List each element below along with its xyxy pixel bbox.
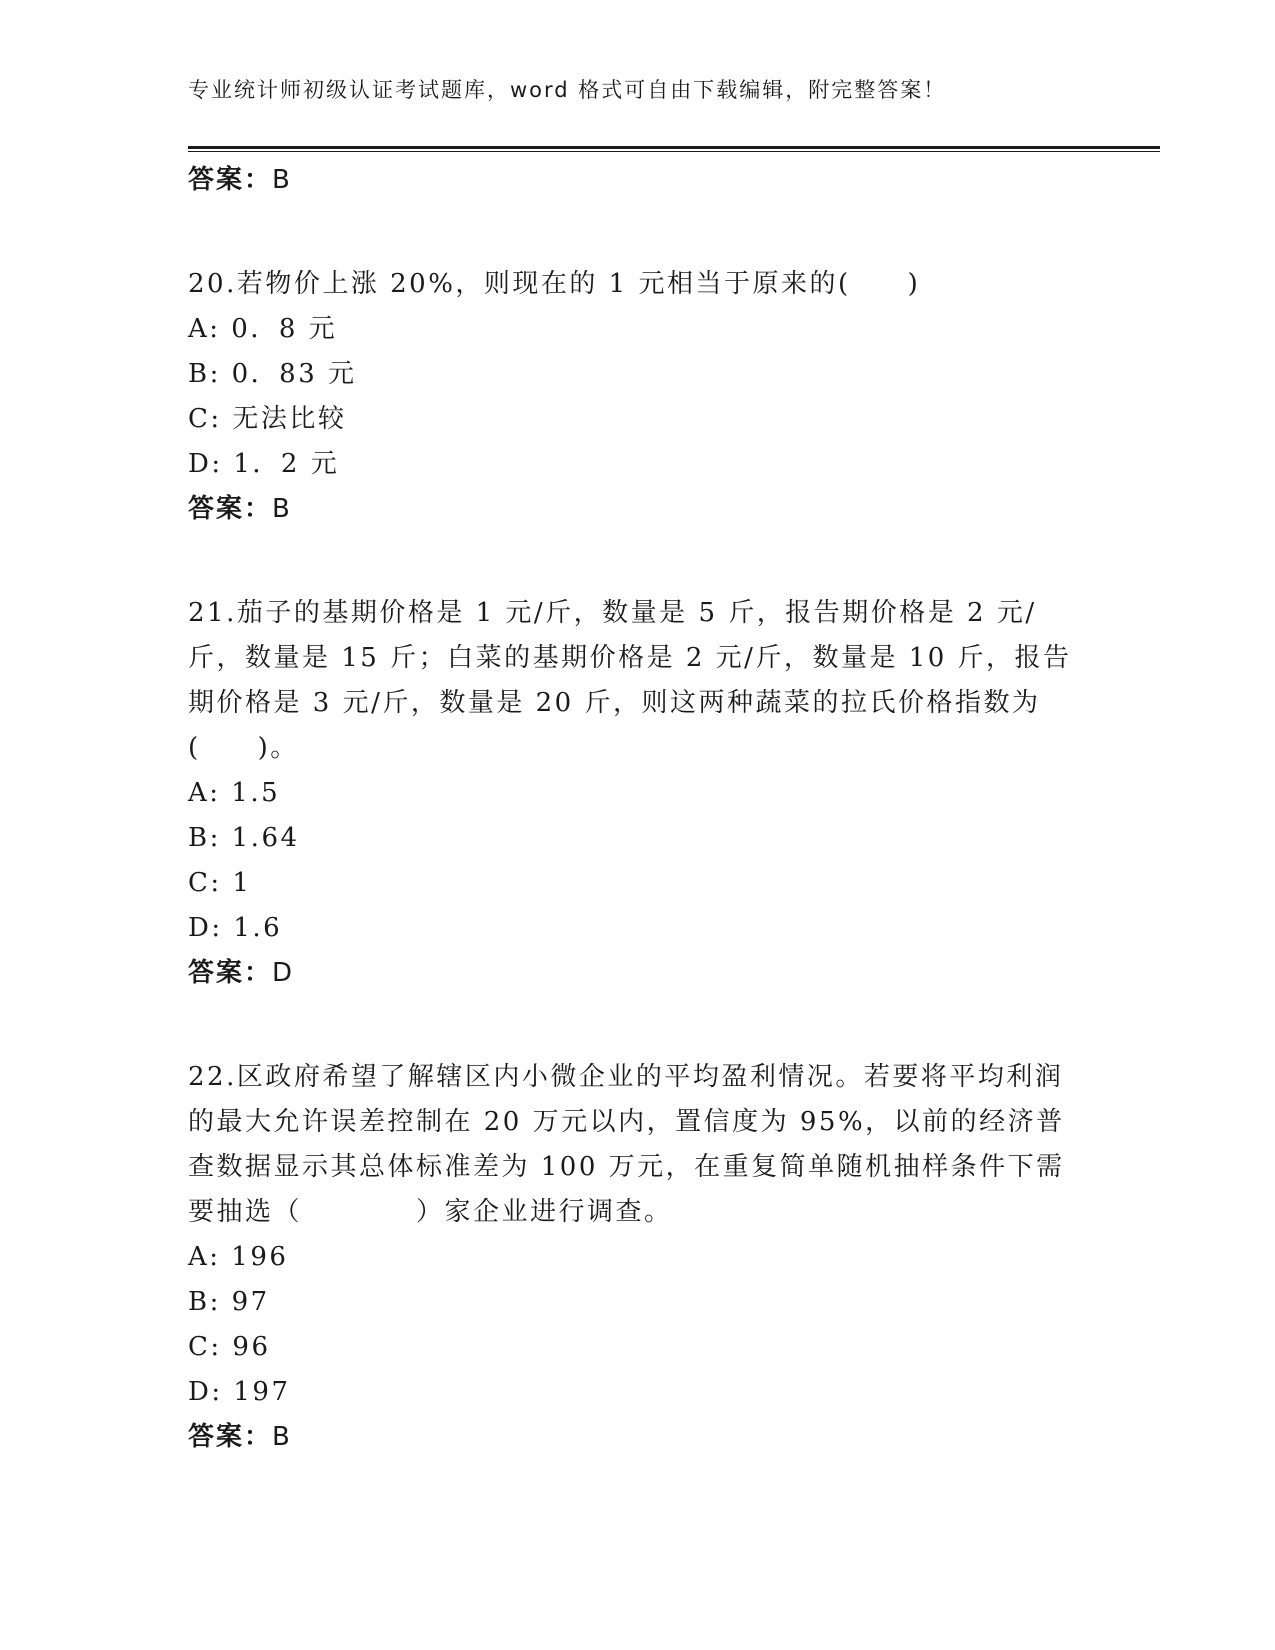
answer-value: D xyxy=(272,958,295,988)
question-21 xyxy=(188,591,1088,995)
answer-label: 答案： xyxy=(188,165,273,195)
question-22 xyxy=(188,1055,1088,1459)
header-rule-thick xyxy=(188,146,1160,149)
question-stem: 21.茄子的基期价格是 1 元/斤，数量是 5 斤，报告期价格是 2 元/斤，数量是 15 斤；白菜的基期价格是 2 元/斤，数量是 10 斤，报告期价格是 3 元/斤，数量是 20 斤，则这两种蔬菜的拉氏价格指数为( )。 xyxy=(188,598,1072,763)
question-stem: 22.区政府希望了解辖区内小微企业的平均盈利情况。若要将平均利润的最大允许误差控制在 20 万元以内，置信度为 95%，以前的经济普查数据显示其总体标准差为 100 万元，在重复简单随机抽样条件下需要抽选（ ）家企业进行调查。 xyxy=(188,1062,1065,1227)
option-d: D: 1．2 元 xyxy=(188,449,340,479)
option-b: B: 0．83 元 xyxy=(188,359,357,389)
answer-line xyxy=(188,487,1088,531)
question-stem: 20.若物价上涨 20%，则现在的 1 元相当于原来的( ) xyxy=(188,269,921,299)
answer-value: B xyxy=(272,1422,292,1452)
option-d: D: 1.6 xyxy=(188,913,283,943)
page-header: 专业统计师初级认证考试题库，word 格式可自由下载编辑，附完整答案！ xyxy=(188,78,947,102)
answer-value: B xyxy=(272,165,292,195)
option-b: B: 97 xyxy=(188,1287,270,1317)
answer-label: 答案： xyxy=(188,958,273,988)
option-a: A: 1.5 xyxy=(188,778,281,808)
option-a: A: 196 xyxy=(188,1242,289,1272)
question-20 xyxy=(188,262,1088,531)
option-b: B: 1.64 xyxy=(188,823,300,853)
document-body xyxy=(188,158,1088,1459)
option-c: C: 1 xyxy=(188,868,252,898)
answer-label: 答案： xyxy=(188,1422,273,1452)
answer-value: B xyxy=(272,494,292,524)
option-d: D: 197 xyxy=(188,1377,291,1407)
option-c: C: 96 xyxy=(188,1332,271,1362)
option-c: C: 无法比较 xyxy=(188,404,347,434)
answer-label: 答案： xyxy=(188,494,273,524)
answer-line xyxy=(188,158,1088,202)
header-rule-thin xyxy=(188,151,1160,152)
answer-line xyxy=(188,1415,1088,1459)
option-a: A: 0．8 元 xyxy=(188,314,338,344)
answer-line xyxy=(188,951,1088,995)
